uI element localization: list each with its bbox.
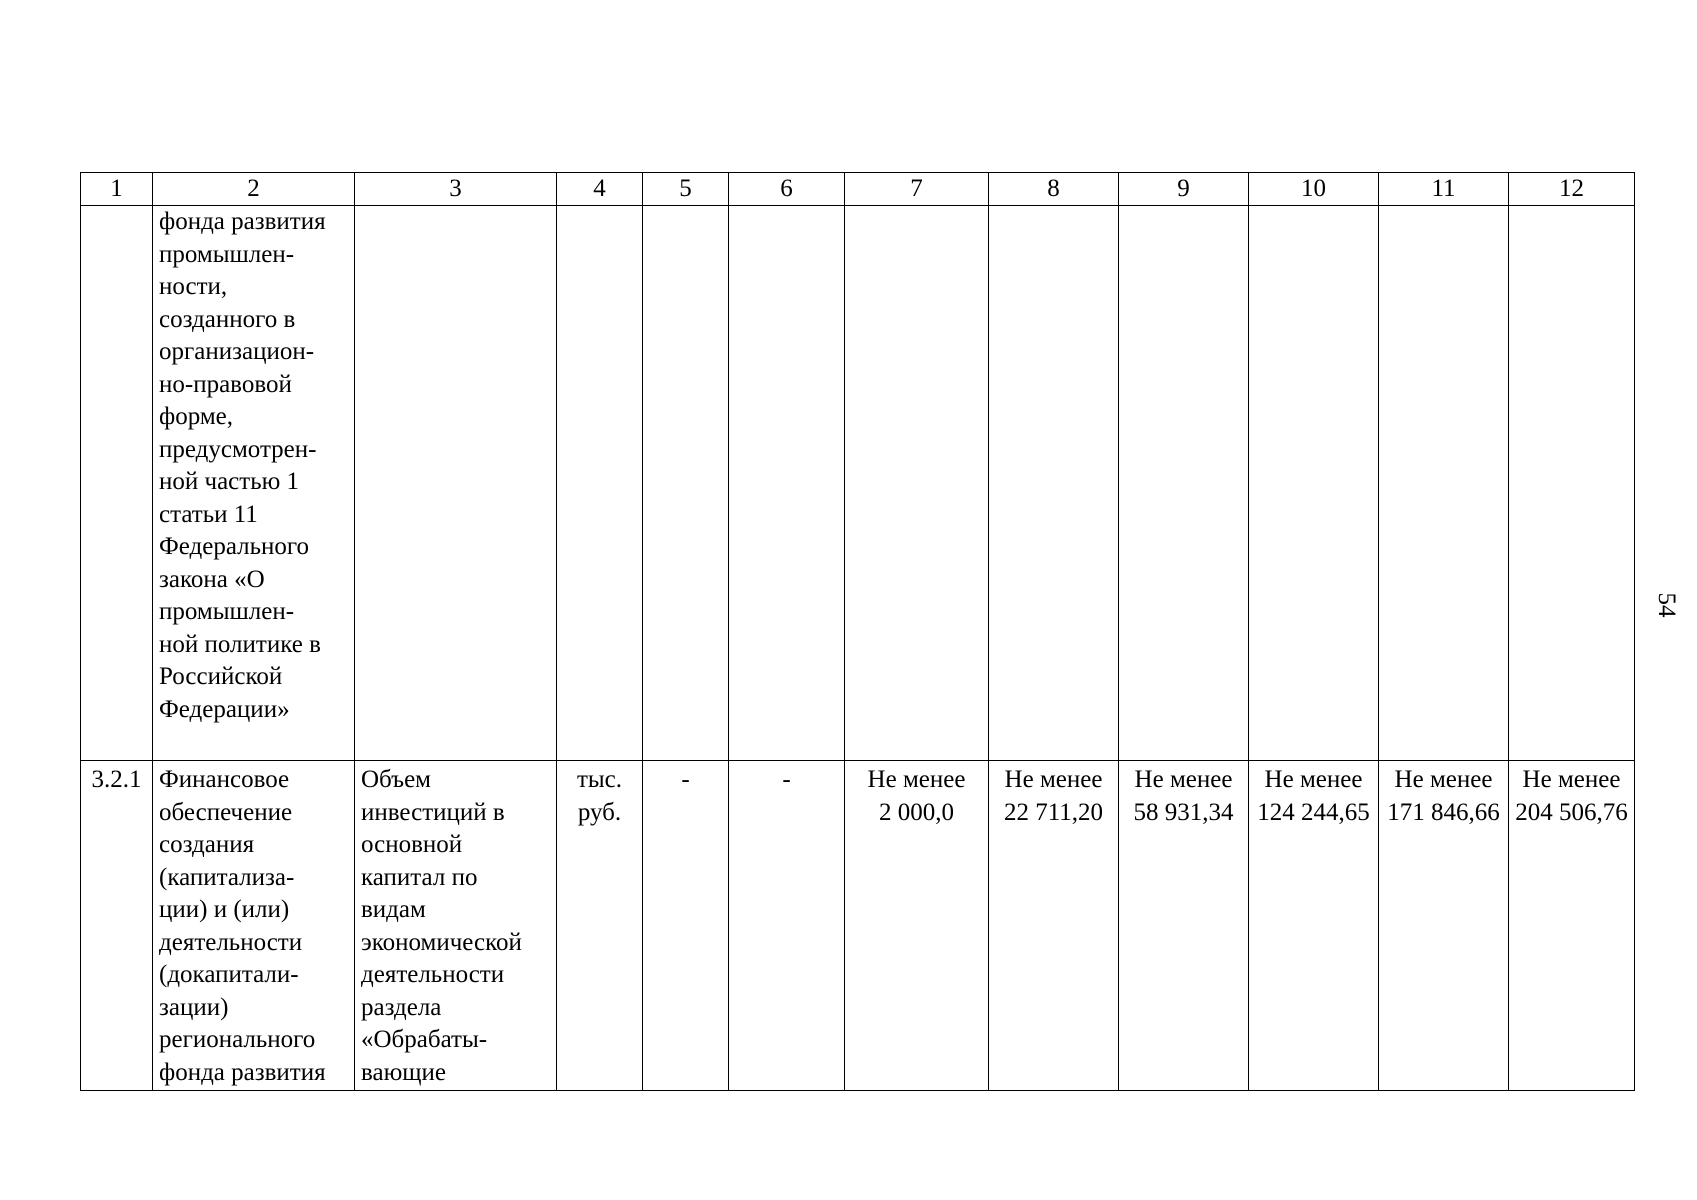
cell-target-9	[1119, 761, 1249, 1091]
cell-target-12	[1509, 761, 1635, 1091]
target-prefix: Не менее	[1004, 766, 1103, 793]
column-header-9: 9	[1119, 173, 1249, 206]
cell-target-10	[1249, 761, 1379, 1091]
cell-col7	[845, 206, 989, 761]
indicators-table	[80, 172, 1635, 1091]
cell-unit	[557, 206, 643, 761]
text-line: вающие	[361, 1058, 446, 1086]
target-prefix: Не менее	[1264, 766, 1363, 793]
page-number: 54	[1653, 592, 1680, 618]
column-header-7: 7	[845, 173, 989, 206]
cell-col12	[1509, 206, 1635, 761]
cell-col8	[989, 206, 1119, 761]
text-line: ной политике в	[159, 630, 321, 658]
text-line: Объем	[361, 766, 431, 793]
text-line: деятельности	[159, 928, 303, 956]
target-value: 22 711,20	[1003, 798, 1104, 826]
target-prefix: Не менее	[867, 766, 966, 793]
target-value: 58 931,34	[1133, 798, 1234, 826]
text-line: фонда развития	[159, 208, 326, 235]
cell-col5	[643, 206, 729, 761]
text-line: инвестиций в	[361, 798, 505, 826]
cell-target-8	[989, 761, 1119, 1091]
cell-col9	[1119, 206, 1249, 761]
cell-target-11	[1379, 761, 1509, 1091]
cell-indicator	[355, 206, 557, 761]
text-line: «Обрабаты-	[361, 1026, 488, 1053]
text-line: ной частью 1	[159, 468, 300, 495]
text-line: Финансовое	[159, 766, 290, 793]
target-prefix: Не менее	[1522, 766, 1621, 793]
target-value: 204 506,76	[1515, 798, 1628, 826]
text-line: ности,	[159, 273, 228, 300]
table-row-continuation	[81, 206, 1635, 761]
target-prefix: Не менее	[1394, 766, 1493, 793]
column-number-row	[81, 173, 1635, 206]
target-value: 171 846,66	[1387, 798, 1500, 826]
text-line: (капитализа-	[159, 863, 295, 891]
text-line: Федерального	[159, 533, 310, 560]
text-line: основной	[361, 831, 463, 858]
target-value: 2 000,0	[879, 798, 954, 826]
cell-col11	[1379, 206, 1509, 761]
cell-target-7	[845, 761, 989, 1091]
cell-number: 3.2.1	[81, 761, 153, 1091]
cell-col6	[729, 206, 845, 761]
text-line: фонда развития	[159, 1058, 326, 1086]
cell-indicator	[355, 761, 557, 1091]
cell-number	[81, 206, 153, 761]
column-header-5: 5	[643, 173, 729, 206]
cell-unit	[557, 761, 643, 1091]
column-header-3: 3	[355, 173, 557, 206]
column-header-4: 4	[557, 173, 643, 206]
text-line: организацион-	[159, 338, 315, 365]
text-line: промышлен-	[159, 598, 295, 625]
text-line: промышлен-	[159, 240, 295, 268]
text-line: Российской	[159, 663, 283, 690]
column-header-11: 11	[1379, 173, 1509, 206]
column-header-8: 8	[989, 173, 1119, 206]
column-header-6: 6	[729, 173, 845, 206]
text-line: форме,	[159, 403, 233, 430]
text-line: ции) и (или)	[159, 896, 290, 923]
cell-col6: -	[729, 761, 845, 1091]
cell-event-name	[153, 206, 355, 761]
cell-event-name	[153, 761, 355, 1091]
text-line: закона «О	[159, 565, 265, 593]
column-header-10: 10	[1249, 173, 1379, 206]
text-line: (докапитали-	[159, 961, 299, 988]
text-line: обеспечение	[159, 798, 293, 826]
text-line: раздела	[361, 993, 442, 1021]
text-line: деятельности	[361, 961, 505, 988]
text-line: видам	[361, 896, 426, 923]
column-header-1: 1	[81, 173, 153, 206]
text-line: капитал по	[361, 863, 478, 891]
target-value: 124 244,65	[1257, 798, 1370, 826]
target-prefix: Не менее	[1134, 766, 1233, 793]
text-line: регионального	[159, 1026, 316, 1053]
text-line: но-правовой	[159, 370, 292, 398]
text-line: Федерации»	[159, 695, 290, 723]
table-row-3-2-1	[81, 761, 1635, 1091]
text-line: тыс.	[576, 766, 623, 793]
column-header-2: 2	[153, 173, 355, 206]
text-line: экономической	[361, 928, 522, 956]
text-line: созданного в	[159, 305, 296, 333]
column-header-12: 12	[1509, 173, 1635, 206]
text-line: руб.	[577, 798, 622, 826]
text-line: создания	[159, 831, 255, 858]
text-line: зации)	[159, 993, 229, 1021]
cell-col10	[1249, 206, 1379, 761]
text-line: статьи 11	[159, 500, 258, 528]
cell-col5: -	[643, 761, 729, 1091]
text-line: предусмотрен-	[159, 435, 317, 463]
